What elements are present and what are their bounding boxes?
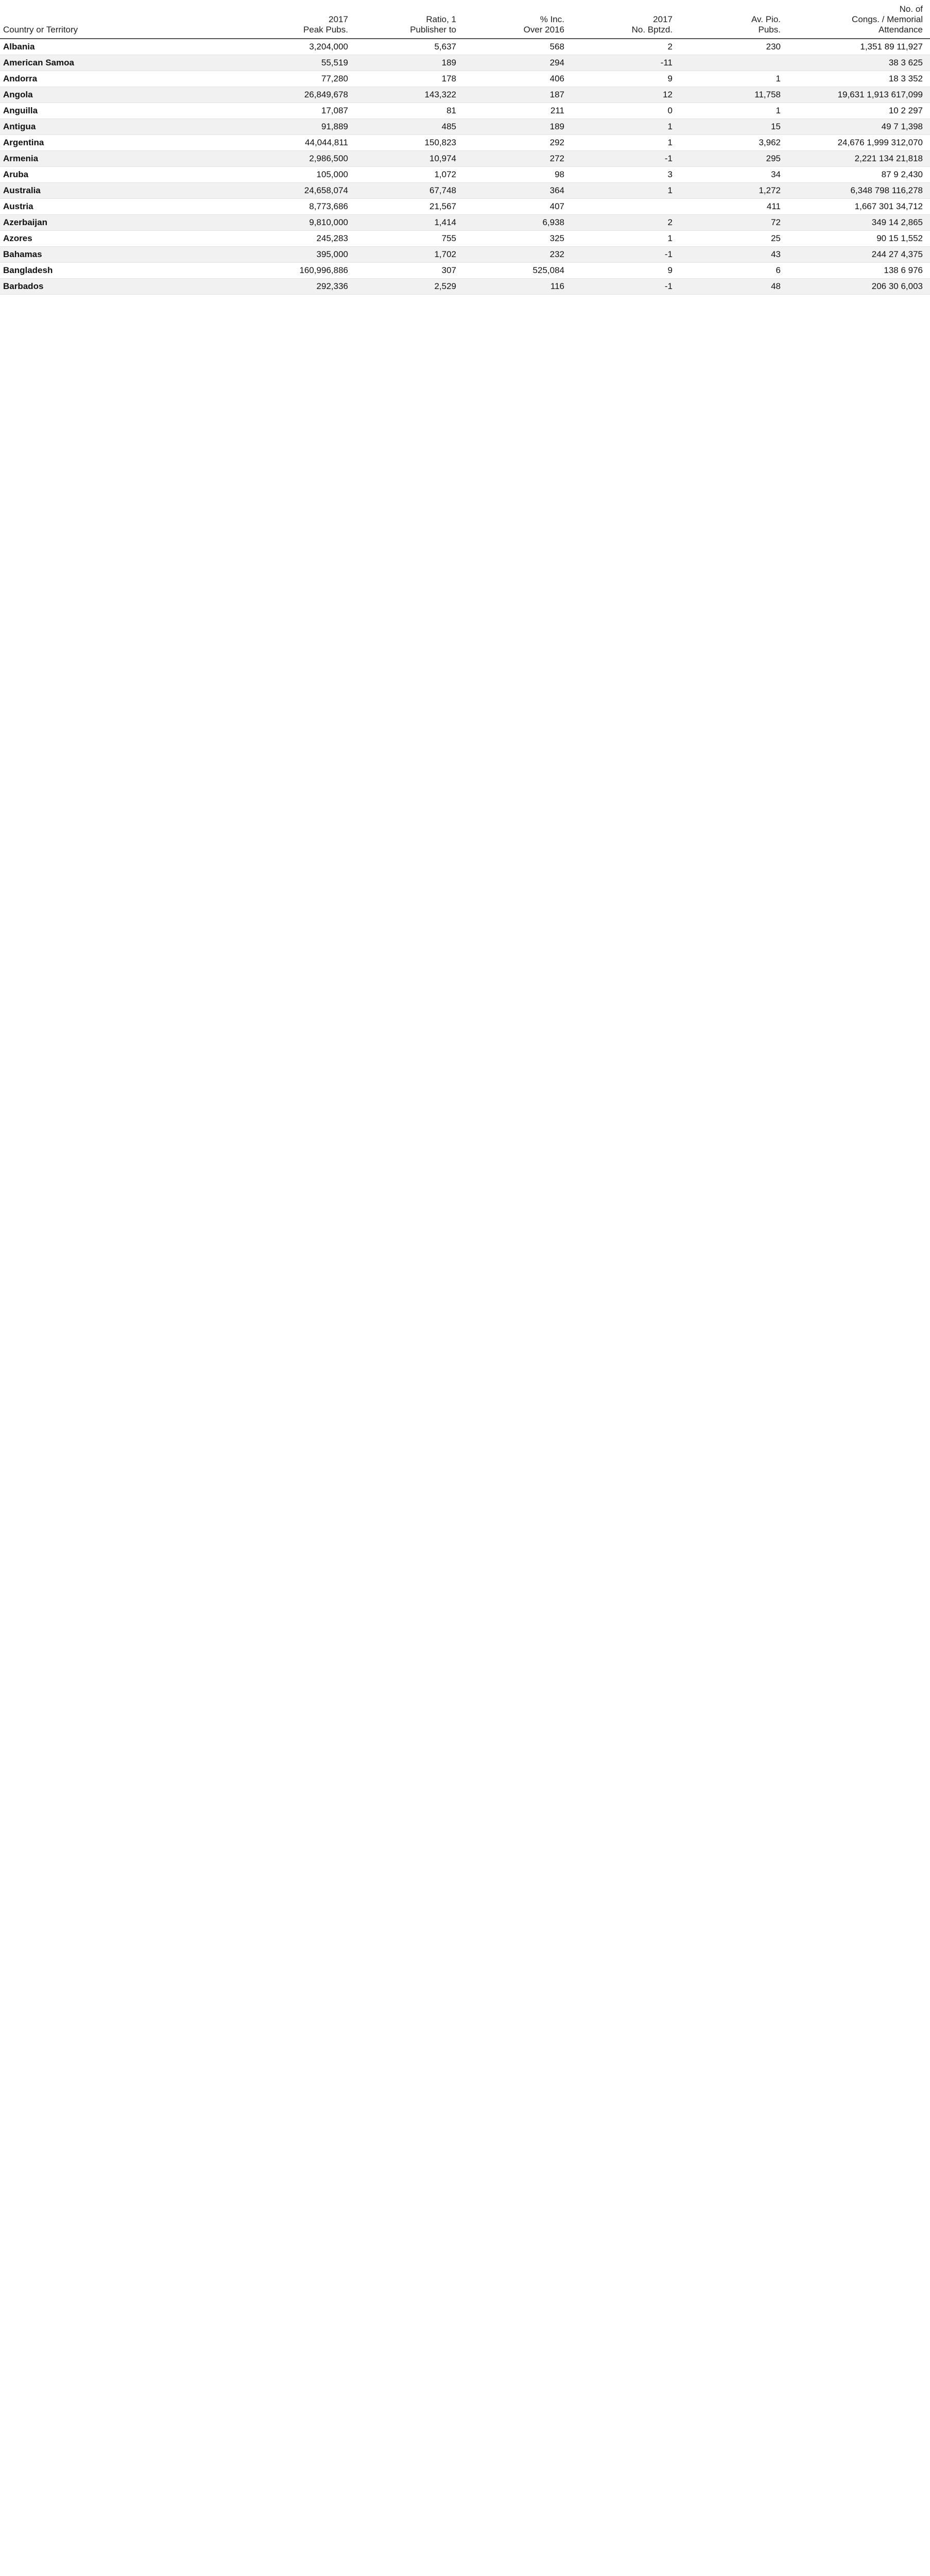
- table-cell: 105,000: [247, 167, 355, 183]
- country-name: Armenia: [0, 151, 247, 167]
- table-cell: 1: [680, 103, 788, 119]
- table-cell: 3: [572, 167, 680, 183]
- table-cell: -1: [572, 247, 680, 263]
- table-cell: 189: [463, 119, 572, 135]
- table-cell: 6,938: [463, 215, 572, 231]
- table-cell: 90 15 1,552: [788, 231, 930, 247]
- table-cell: 24,658,074: [247, 183, 355, 199]
- table-cell: 150,823: [355, 135, 463, 151]
- table-cell: 6: [680, 263, 788, 279]
- table-cell: 349 14 2,865: [788, 215, 930, 231]
- table-cell: 26,849,678: [247, 87, 355, 103]
- table-cell: 307: [355, 263, 463, 279]
- table-cell: 25: [680, 231, 788, 247]
- table-cell: 292,336: [247, 279, 355, 295]
- table-cell: 24,676 1,999 312,070: [788, 135, 930, 151]
- table-cell: 244 27 4,375: [788, 247, 930, 263]
- country-name: Bangladesh: [0, 263, 247, 279]
- table-cell: 2,986,500: [247, 151, 355, 167]
- table-cell: [572, 199, 680, 215]
- table-row: [0, 231, 930, 247]
- table-cell: 2: [572, 39, 680, 55]
- table-cell: 294: [463, 55, 572, 71]
- statistics-table: [0, 39, 930, 295]
- table-cell: 138 6 976: [788, 263, 930, 279]
- table-cell: 91,889: [247, 119, 355, 135]
- table-cell: 55,519: [247, 55, 355, 71]
- table-row: [0, 215, 930, 231]
- table-cell: 0: [572, 103, 680, 119]
- table-cell: 12: [572, 87, 680, 103]
- country-name: Austria: [0, 199, 247, 215]
- country-name: Bahamas: [0, 247, 247, 263]
- table-cell: 48: [680, 279, 788, 295]
- table-cell: 11,758: [680, 87, 788, 103]
- header-pct-inc: % Inc. Over 2016: [523, 14, 564, 35]
- country-name: Andorra: [0, 71, 247, 87]
- table-cell: 17,087: [247, 103, 355, 119]
- table-cell: 3,962: [680, 135, 788, 151]
- table-cell: -11: [572, 55, 680, 71]
- table-cell: 87 9 2,430: [788, 167, 930, 183]
- table-cell: 9: [572, 263, 680, 279]
- report-header-row: [0, 0, 930, 39]
- table-cell: 9: [572, 71, 680, 87]
- country-name: Aruba: [0, 167, 247, 183]
- table-cell: 1,702: [355, 247, 463, 263]
- country-name: American Samoa: [0, 55, 247, 71]
- header-av-pio: Av. Pio. Pubs.: [751, 14, 781, 35]
- table-row: [0, 247, 930, 263]
- table-cell: -1: [572, 151, 680, 167]
- table-cell: 10,974: [355, 151, 463, 167]
- table-cell: 34: [680, 167, 788, 183]
- table-cell: 9,810,000: [247, 215, 355, 231]
- table-cell: 98: [463, 167, 572, 183]
- table-cell: 292: [463, 135, 572, 151]
- table-cell: 44,044,811: [247, 135, 355, 151]
- table-cell: 1,414: [355, 215, 463, 231]
- table-row: [0, 119, 930, 135]
- table-row: [0, 71, 930, 87]
- table-cell: 3,204,000: [247, 39, 355, 55]
- table-cell: 72: [680, 215, 788, 231]
- table-cell: 15: [680, 119, 788, 135]
- table-cell: 38 3 625: [788, 55, 930, 71]
- table-row: [0, 87, 930, 103]
- country-table: [0, 39, 930, 295]
- table-cell: 272: [463, 151, 572, 167]
- table-cell: 1: [572, 231, 680, 247]
- table-cell: 1,072: [355, 167, 463, 183]
- table-cell: 1: [572, 135, 680, 151]
- table-cell: 21,567: [355, 199, 463, 215]
- country-name: Argentina: [0, 135, 247, 151]
- table-cell: 245,283: [247, 231, 355, 247]
- table-cell: 1: [572, 119, 680, 135]
- table-cell: 2: [572, 215, 680, 231]
- table-cell: 2,529: [355, 279, 463, 295]
- table-cell: 206 30 6,003: [788, 279, 930, 295]
- table-cell: 43: [680, 247, 788, 263]
- table-cell: 77,280: [247, 71, 355, 87]
- table-row: [0, 279, 930, 295]
- country-name: Azerbaijan: [0, 215, 247, 231]
- table-cell: 8,773,686: [247, 199, 355, 215]
- table-cell: 755: [355, 231, 463, 247]
- table-cell: 10 2 297: [788, 103, 930, 119]
- table-cell: 525,084: [463, 263, 572, 279]
- table-cell: 5,637: [355, 39, 463, 55]
- table-row: [0, 135, 930, 151]
- table-cell: 295: [680, 151, 788, 167]
- table-row: [0, 183, 930, 199]
- country-name: Azores: [0, 231, 247, 247]
- table-row: [0, 39, 930, 55]
- table-cell: 325: [463, 231, 572, 247]
- header-bptzd: 2017 No. Bptzd.: [631, 14, 673, 35]
- table-cell: 230: [680, 39, 788, 55]
- country-name: Angola: [0, 87, 247, 103]
- table-cell: 187: [463, 87, 572, 103]
- table-row: [0, 199, 930, 215]
- table-cell: 211: [463, 103, 572, 119]
- table-cell: 485: [355, 119, 463, 135]
- header-ratio: Ratio, 1 Publisher to: [410, 14, 456, 35]
- table-row: [0, 55, 930, 71]
- table-cell: 81: [355, 103, 463, 119]
- table-cell: 1,272: [680, 183, 788, 199]
- country-name: Barbados: [0, 279, 247, 295]
- header-congs-memorial: No. of Congs. / Memorial Attendance: [852, 4, 923, 35]
- table-cell: [680, 55, 788, 71]
- table-cell: 6,348 798 116,278: [788, 183, 930, 199]
- table-cell: 411: [680, 199, 788, 215]
- table-cell: 143,322: [355, 87, 463, 103]
- table-cell: 1,667 301 34,712: [788, 199, 930, 215]
- table-row: [0, 263, 930, 279]
- table-cell: 19,631 1,913 617,099: [788, 87, 930, 103]
- table-cell: 67,748: [355, 183, 463, 199]
- header-peak-pubs: 2017 Peak Pubs.: [303, 14, 348, 35]
- country-name: Australia: [0, 183, 247, 199]
- table-cell: 160,996,886: [247, 263, 355, 279]
- country-name: Antigua: [0, 119, 247, 135]
- table-row: [0, 103, 930, 119]
- table-cell: 364: [463, 183, 572, 199]
- table-cell: 178: [355, 71, 463, 87]
- table-cell: 568: [463, 39, 572, 55]
- country-name: Anguilla: [0, 103, 247, 119]
- table-cell: 1,351 89 11,927: [788, 39, 930, 55]
- table-cell: 1: [572, 183, 680, 199]
- table-cell: 406: [463, 71, 572, 87]
- country-name: Albania: [0, 39, 247, 55]
- table-cell: 407: [463, 199, 572, 215]
- table-cell: 116: [463, 279, 572, 295]
- table-cell: 2,221 134 21,818: [788, 151, 930, 167]
- table-row: [0, 167, 930, 183]
- table-cell: 49 7 1,398: [788, 119, 930, 135]
- table-row: [0, 151, 930, 167]
- header-country: Country or Territory: [3, 25, 78, 35]
- table-cell: 18 3 352: [788, 71, 930, 87]
- table-cell: 232: [463, 247, 572, 263]
- table-cell: -1: [572, 279, 680, 295]
- table-cell: 189: [355, 55, 463, 71]
- table-cell: 1: [680, 71, 788, 87]
- table-cell: 395,000: [247, 247, 355, 263]
